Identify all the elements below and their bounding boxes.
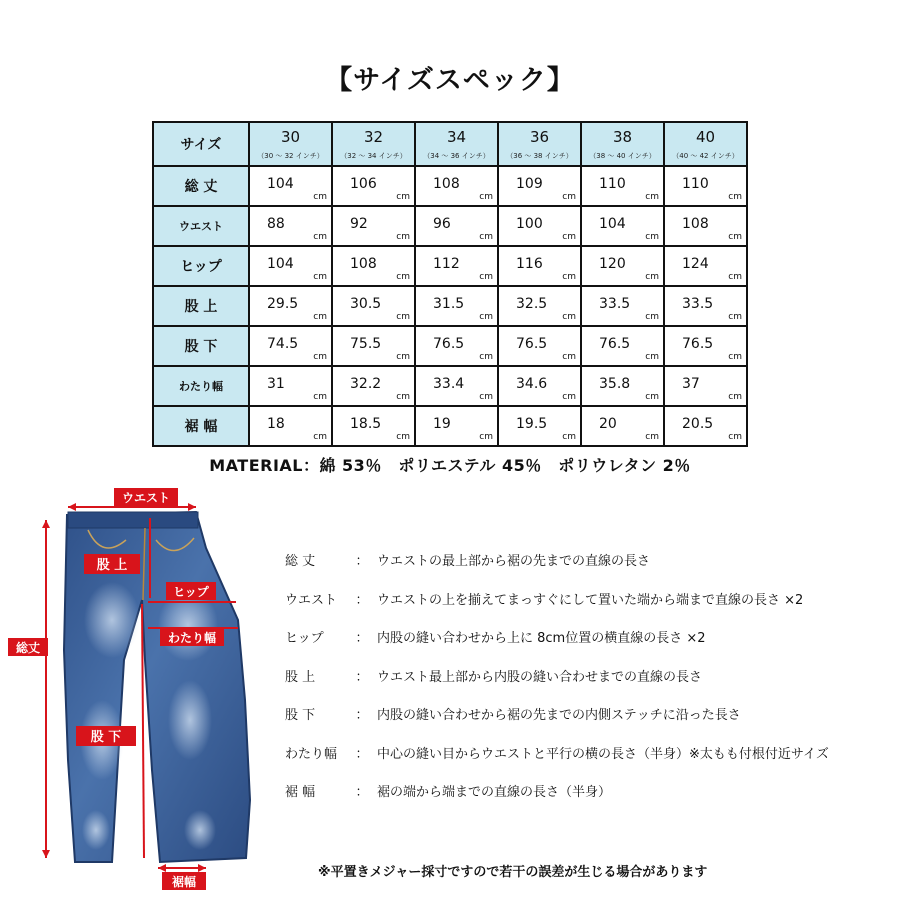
table-row: [153, 286, 747, 326]
size-col-header: 40 （40 ～ 42 インチ）: [664, 122, 747, 166]
row-label: 股 下: [153, 326, 249, 366]
table-cell: 20 cm: [581, 406, 664, 446]
row-label: ヒップ: [153, 246, 249, 286]
table-row: [153, 326, 747, 366]
table-cell: 104 cm: [581, 206, 664, 246]
row-label: 裾 幅: [153, 406, 249, 446]
measurement-definitions: [285, 550, 885, 820]
page-title: 【サイズスペック】: [325, 65, 575, 96]
table-cell: 110 cm: [581, 166, 664, 206]
table-cell: 76.5 cm: [498, 326, 581, 366]
definition-row: [285, 550, 885, 589]
table-cell: 19 cm: [415, 406, 498, 446]
definition-desc: 内股の縫い合わせから上に 8cm位置の横直線の長さ ×2: [377, 631, 706, 646]
row-label: 総 丈: [153, 166, 249, 206]
table-cell: 31.5 cm: [415, 286, 498, 326]
size-col-header: 38 （38 ～ 40 インチ）: [581, 122, 664, 166]
table-row: [153, 166, 747, 206]
table-cell: 35.8 cm: [581, 366, 664, 406]
definition-colon: ：: [355, 708, 369, 723]
table-cell: 124 cm: [664, 246, 747, 286]
definition-term: 総 丈: [285, 554, 316, 569]
svg-text:股 上: 股 上: [96, 558, 128, 573]
table-cell: 104 cm: [249, 246, 332, 286]
table-cell: 18.5 cm: [332, 406, 415, 446]
table-row: [153, 206, 747, 246]
table-header-row: [153, 122, 747, 166]
table-cell: 76.5 cm: [664, 326, 747, 366]
table-cell: 20.5 cm: [664, 406, 747, 446]
table-cell: 76.5 cm: [581, 326, 664, 366]
definition-desc: ウエスト最上部から内股の縫い合わせまでの直線の長さ: [377, 669, 703, 685]
definition-term: 股 上: [285, 669, 316, 685]
definition-desc: 裾の端から端までの直線の長さ（半身）: [377, 785, 612, 800]
table-cell: 106 cm: [332, 166, 415, 206]
definition-row: [285, 666, 885, 705]
inseam-label: [76, 726, 136, 746]
table-cell: 75.5 cm: [332, 326, 415, 366]
definition-colon: ：: [355, 746, 369, 762]
table-cell: 33.5 cm: [581, 286, 664, 326]
size-col-header: 32 （32 ～ 34 インチ）: [332, 122, 415, 166]
definition-row: [285, 627, 885, 666]
table-cell: 33.5 cm: [664, 286, 747, 326]
table-cell: 34.6 cm: [498, 366, 581, 406]
definition-row: [285, 781, 885, 820]
table-cell: 37 cm: [664, 366, 747, 406]
table-cell: 92 cm: [332, 206, 415, 246]
table-cell: 33.4 cm: [415, 366, 498, 406]
definition-term: わたり幅: [285, 746, 338, 762]
table-cell: 109 cm: [498, 166, 581, 206]
size-col-header: 36 （36 ～ 38 インチ）: [498, 122, 581, 166]
table-cell: 31 cm: [249, 366, 332, 406]
table-cell: 76.5 cm: [415, 326, 498, 366]
definition-desc: ウエストの最上部から裾の先までの直線の長さ: [377, 554, 651, 569]
svg-text:総丈: 総丈: [15, 641, 41, 655]
definition-desc: ウエストの上を揃えてまっすぐにして置いた端から端まで直線の長さ ×2: [377, 592, 804, 608]
table-cell: 19.5 cm: [498, 406, 581, 446]
jeans-measurement-diagram: [0, 480, 270, 900]
table-cell: 96 cm: [415, 206, 498, 246]
table-cell: 100 cm: [498, 206, 581, 246]
size-col-header: 30 （30 ～ 32 インチ）: [249, 122, 332, 166]
definition-row: [285, 589, 885, 628]
row-label: 股 上: [153, 286, 249, 326]
definition-term: 裾 幅: [285, 785, 316, 800]
material-composition: MATERIAL：綿 53％ ポリエステル 45％ ポリウレタン 2％: [209, 456, 691, 475]
definition-colon: ：: [355, 785, 369, 800]
definition-row: [285, 743, 885, 782]
table-cell: 110 cm: [664, 166, 747, 206]
table-row: [153, 366, 747, 406]
table-cell: 116 cm: [498, 246, 581, 286]
waist-label: [114, 488, 178, 506]
definition-colon: ：: [355, 554, 369, 569]
svg-text:わたり幅: わたり幅: [167, 631, 217, 645]
size-col-header: 34 （34 ～ 36 インチ）: [415, 122, 498, 166]
size-header-label: サイズ: [153, 122, 249, 166]
svg-text:股 下: 股 下: [90, 730, 122, 745]
definition-row: [285, 704, 885, 743]
measurement-note: ※平置きメジャー採寸ですので若干の誤差が生じる場合があります: [318, 865, 708, 880]
definition-term: ヒップ: [285, 631, 324, 646]
svg-text:裾幅: 裾幅: [171, 875, 197, 889]
total-length-label: [8, 638, 48, 656]
table-cell: 32.5 cm: [498, 286, 581, 326]
table-cell: 108 cm: [332, 246, 415, 286]
table-cell: 30.5 cm: [332, 286, 415, 326]
row-label: ウエスト: [153, 206, 249, 246]
thigh-label: [160, 628, 224, 646]
table-cell: 29.5 cm: [249, 286, 332, 326]
table-cell: 88 cm: [249, 206, 332, 246]
table-cell: 108 cm: [415, 166, 498, 206]
rise-label: [84, 554, 140, 574]
table-cell: 104 cm: [249, 166, 332, 206]
row-label: わたり幅: [153, 366, 249, 406]
svg-text:ウエスト: ウエスト: [121, 491, 171, 505]
hem-label: [162, 872, 206, 890]
definition-term: ウエスト: [285, 592, 338, 608]
table-row: [153, 246, 747, 286]
definition-colon: ：: [355, 669, 369, 685]
table-row: [153, 406, 747, 446]
table-cell: 112 cm: [415, 246, 498, 286]
svg-text:ヒップ: ヒップ: [173, 585, 209, 599]
definition-desc: 内股の縫い合わせから裾の先までの内側ステッチに沿った長さ: [377, 708, 741, 723]
definition-term: 股 下: [285, 708, 316, 723]
table-cell: 108 cm: [664, 206, 747, 246]
definition-colon: ：: [355, 592, 369, 608]
hip-label: [166, 582, 216, 600]
table-cell: 18 cm: [249, 406, 332, 446]
table-cell: 32.2 cm: [332, 366, 415, 406]
table-cell: 120 cm: [581, 246, 664, 286]
definition-colon: ：: [355, 631, 369, 646]
definition-desc: 中心の縫い目からウエストと平行の横の長さ（半身）※太もも付根付近サイズ: [377, 746, 829, 762]
table-cell: 74.5 cm: [249, 326, 332, 366]
size-spec-table: [152, 121, 748, 447]
